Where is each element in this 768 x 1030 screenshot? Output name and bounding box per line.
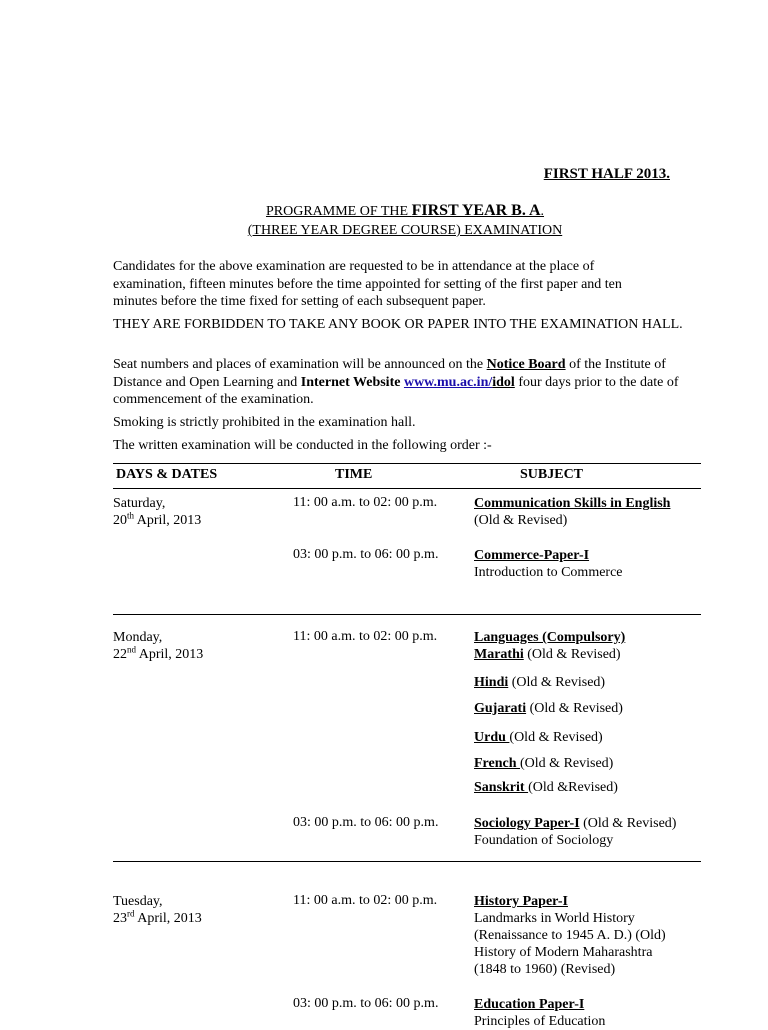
idol-text: idol (492, 374, 515, 390)
day-3-time-1: 11: 00 a.m. to 02: 00 p.m. (293, 893, 438, 908)
hindi-note: (Old & Revised) (508, 675, 606, 690)
day-1-subject-1-note: (Old & Revised) (474, 513, 568, 528)
urdu-label: Urdu (474, 730, 510, 745)
notice-board-text: Notice Board (486, 357, 566, 372)
day-2-weekday: Monday, (113, 630, 163, 645)
day-1-subject-2 (474, 547, 623, 581)
french-label: French (474, 756, 521, 771)
french-note: (Old & Revised) (520, 756, 614, 771)
day-1-date-line (113, 512, 201, 529)
programme-subtitle: (THREE YEAR DEGREE COURSE) EXAMINATION (247, 223, 563, 238)
day-1-date-rest: April, 2013 (134, 513, 202, 528)
gujarati-note: (Old & Revised) (526, 701, 623, 716)
day-2-date-line (113, 646, 203, 663)
programme-course: FIRST YEAR B. A (411, 202, 541, 219)
day-3-date-num: 23 (113, 911, 127, 926)
day-3-date-rest: April, 2013 (134, 911, 202, 926)
education-note: Principles of Education (474, 1014, 606, 1029)
instruction-order: The written examination will be conducted in the following order :- (113, 438, 492, 453)
instruction-smoking: Smoking is strictly prohibited in the examination hall. (113, 415, 416, 430)
seat-text-c: four days prior to the date of commencement of the examination. (113, 374, 679, 407)
language-sanskrit (474, 779, 618, 796)
day-2-separator (113, 861, 701, 862)
day-1-subject-1 (474, 495, 670, 529)
history-line-1: Landmarks in World History (474, 911, 635, 926)
day-1-date-num: 20 (113, 513, 127, 528)
day-3-subject-2 (474, 996, 605, 1030)
day-1-time-2: 03: 00 p.m. to 06: 00 p.m. (293, 547, 439, 562)
instruction-seat-numbers (113, 356, 708, 409)
website-link[interactable]: www.mu.ac.in/ (403, 374, 493, 390)
day-1-weekday: Saturday, (113, 496, 166, 511)
day-3-date-line (113, 910, 202, 927)
day-1-subject-1-title: Communication Skills in English (474, 496, 671, 511)
sociology-title: Sociology Paper-I (474, 816, 580, 831)
day-3-date-sup: rd (127, 908, 135, 919)
history-line-3: History of Modern Maharashtra (474, 945, 653, 960)
instruction-attendance: Candidates for the above examination are requested to be in attendance at the place of examination, fifteen minutes before the time appointed for setting of the first paper and ten minutes before the time fixed for setting of each subsequent paper. (113, 259, 622, 309)
education-title: Education Paper-I (474, 997, 585, 1012)
day-1-separator (113, 614, 701, 615)
programme-prefix: PROGRAMME OF THE (265, 204, 412, 219)
day-2-subject-2-heading (474, 815, 676, 832)
instruction-forbidden: THEY ARE FORBIDDEN TO TAKE ANY BOOK OR PAPER INTO THE EXAMINATION HALL. (113, 317, 683, 332)
day-1-subject-2-title: Commerce-Paper-I (474, 548, 590, 563)
hindi-label: Hindi (474, 675, 509, 690)
day-3-date (113, 893, 202, 927)
day-2-date-sup: nd (127, 644, 136, 655)
urdu-note: (Old & Revised) (509, 730, 603, 745)
day-1-time-1: 11: 00 a.m. to 02: 00 p.m. (293, 495, 438, 510)
programme-title (0, 202, 768, 220)
table-header-rule (113, 488, 701, 489)
language-french (474, 755, 613, 772)
day-2-subject-2 (474, 815, 676, 849)
internet-website-text: Internet Website (300, 374, 401, 390)
programme-suffix: . (540, 204, 545, 219)
day-1-subject-2-note: Introduction to Commerce (474, 565, 623, 580)
day-2-subject-2-note: Foundation of Sociology (474, 833, 614, 848)
day-2-date (113, 629, 203, 663)
header-subject: SUBJECT (520, 467, 584, 482)
language-gujarati (474, 700, 623, 717)
sociology-title-note: (Old & Revised) (579, 816, 677, 831)
header-time: TIME (335, 467, 373, 482)
day-3-weekday: Tuesday, (113, 894, 163, 909)
document-heading: FIRST HALF 2013. (543, 166, 670, 182)
sanskrit-note: (Old &Revised) (528, 780, 618, 795)
day-2-time-2: 03: 00 p.m. to 06: 00 p.m. (293, 815, 439, 830)
day-2-date-rest: April, 2013 (136, 647, 204, 662)
day-1-date-sup: th (127, 510, 135, 521)
day-2-date-num: 22 (113, 647, 127, 662)
sanskrit-label: Sanskrit (474, 780, 529, 795)
day-2-languages (474, 629, 625, 663)
history-line-4: (1848 to 1960) (Revised) (474, 962, 616, 977)
seat-text-b: of the Institute of Distance and Open Learning and (113, 357, 666, 390)
history-line-2: (Renaissance to 1945 A. D.) (Old) (474, 928, 666, 943)
languages-title: Languages (Compulsory) (474, 630, 626, 645)
table-top-rule (113, 463, 701, 464)
seat-text-a: Seat numbers and places of examination will be announced on the (113, 357, 487, 372)
day-2-time-1: 11: 00 a.m. to 02: 00 p.m. (293, 629, 438, 644)
day-3-time-2: 03: 00 p.m. to 06: 00 p.m. (293, 996, 439, 1011)
marathi-label: Marathi (474, 647, 524, 662)
marathi-note: (Old & Revised) (523, 647, 621, 662)
history-title: History Paper-I (474, 894, 568, 909)
language-hindi (474, 674, 605, 691)
gujarati-label: Gujarati (474, 701, 527, 716)
language-marathi (474, 646, 625, 663)
day-3-subject-1 (474, 893, 666, 978)
language-urdu (474, 729, 603, 746)
day-1-date (113, 495, 201, 529)
header-days: DAYS & DATES (116, 467, 218, 482)
